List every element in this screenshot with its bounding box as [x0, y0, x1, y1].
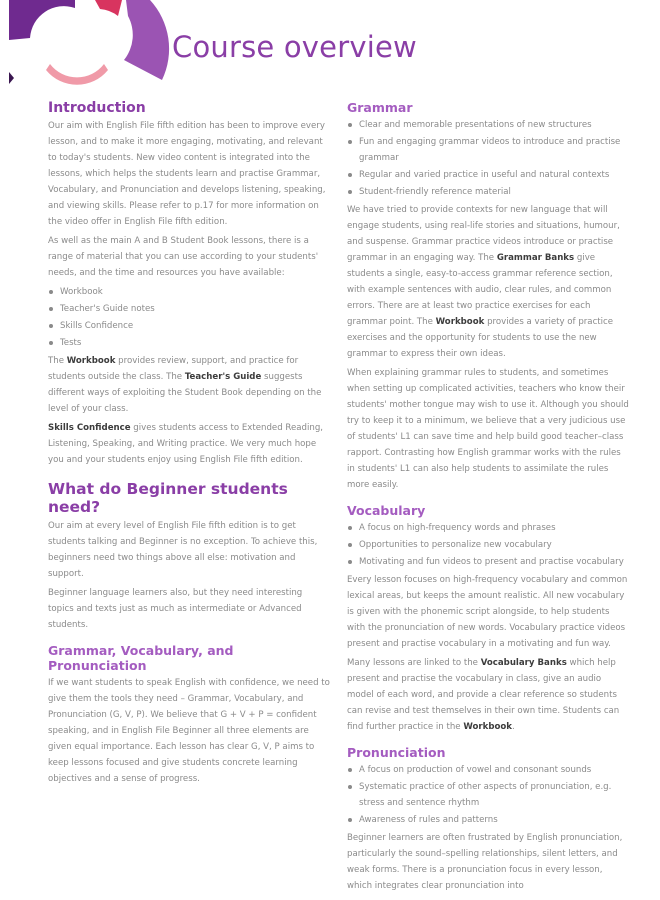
- vocabulary-paragraph-1: Every lesson focuses on high-frequency vocabulary and common lexical areas, but keeps the amount realistic. All new vocabulary is given with the phonemic script alongside, to help students with the pronunciation of new words. Vocabulary practice videos present and practise vocabulary in a motivating and fun way.: [347, 575, 628, 649]
- list-item: Teacher's Guide notes: [48, 301, 330, 317]
- bold-grammar-banks: Grammar Banks: [496, 253, 575, 263]
- list-item: Awareness of rules and patterns: [347, 812, 629, 828]
- beginner-needs-heading: What do Beginner students need?: [48, 480, 288, 516]
- vocabulary-heading: Vocabulary: [347, 503, 426, 518]
- logo-light-arc: [124, 0, 169, 80]
- introduction-paragraph-2: As well as the main A and B Student Book lessons, there is a range of material that you can use according to your students' needs, and the time and resources you have available:: [48, 236, 319, 278]
- logo-dark-tick: [9, 72, 14, 84]
- list-item: Skills Confidence: [48, 318, 330, 334]
- grammar-paragraph-1: We have tried to provide contexts for new language that will engage students, using real-life stories and situations, humour, and suspense. Grammar practice videos introduce or practise grammar in an engaging way. The Grammar Banks give students a single, easy-to-access grammar reference section, with example sentences with audio, clear rules, and common errors. There are at least two practice exercises for each grammar point. The Workbook provides a variety of practice exercises and the opportunity for students to use the new grammar to express their own ideas.: [347, 205, 620, 359]
- introduction-heading: Introduction: [48, 100, 146, 116]
- bold-teachers-guide: Teacher's Guide: [184, 372, 262, 382]
- bold-workbook: Workbook: [435, 317, 485, 327]
- list-item: Regular and varied practice in useful and natural contexts: [347, 167, 629, 183]
- vocabulary-list: [347, 520, 629, 570]
- logo-dark-arc: [9, 0, 75, 40]
- bold-vocabulary-banks: Vocabulary Banks: [480, 658, 567, 668]
- logo-red-piece: [95, 0, 122, 16]
- beginner-needs-paragraph-1: Our aim at every level of English File fifth edition is to get students talking and Beginner is no exception. To achieve this, beginners need two things above all else: motivation and support.: [48, 521, 318, 579]
- grammar-paragraph-2: When explaining grammar rules to students, and sometimes when setting up complicated activities, teachers who know their students' mother tongue may wish to use it. Although you should try to keep it to a minimum, we believe that a very judicious use of students' L1 can save time and help build good teacher–class rapport. Contrasting how English grammar works with the rules in students' L1 can also help students to assimilate the rules more easily.: [347, 368, 629, 490]
- introduction-section: [48, 100, 330, 468]
- list-item: Student-friendly reference material: [347, 184, 629, 200]
- grammar-section: [347, 100, 629, 493]
- pronunciation-list: [347, 762, 629, 828]
- gvp-heading: Grammar, Vocabulary, and Pronunciation: [48, 643, 234, 673]
- bold-skills-confidence: Skills Confidence: [48, 423, 131, 433]
- grammar-list: [347, 117, 629, 200]
- list-item: Tests: [48, 335, 330, 351]
- introduction-paragraph-1: Our aim with English File fifth edition has been to improve every lesson, and to make it more engaging, motivating, and relevant to today's students. New video content is integrated into the lessons, which helps the students learn and practise Grammar, Vocabulary, and Pronunciation and develops listening, speaking, and viewing skills. Please refer to p.17 for more information on the video offer in English File fifth edition.: [48, 121, 326, 227]
- introduction-paragraph-3: The Workbook provides review, support, and practice for students outside the class. The Teacher's Guide suggests different ways of exploiting the Student Book depending on the level of your class.: [48, 356, 322, 414]
- pronunciation-section: [347, 745, 629, 894]
- logo-pink-arc: [46, 64, 108, 85]
- vocabulary-section: [347, 503, 629, 735]
- grammar-heading: Grammar: [347, 100, 413, 115]
- list-item: A focus on production of vowel and consonant sounds: [347, 762, 629, 778]
- gvp-paragraph: If we want students to speak English with confidence, we need to give them the tools they need – Grammar, Vocabulary, and Pronunciation (G, V, P). We believe that G + V + P = confident speaking, and in English File Beginner all three elements are given equal importance. Each lesson has clear G, V, P aims to keep lessons focused and give students concrete learning objectives and a sense of progress.: [48, 678, 330, 784]
- materials-list: [48, 284, 330, 351]
- list-item: Opportunities to personalize new vocabulary: [347, 537, 629, 553]
- list-item: A focus on high-frequency words and phrases: [347, 520, 629, 536]
- list-item: Motivating and fun videos to present and practise vocabulary: [347, 554, 629, 570]
- pronunciation-heading: Pronunciation: [347, 745, 446, 760]
- right-column: [347, 100, 629, 897]
- course-logo-graphic: [0, 0, 180, 95]
- list-item: Workbook: [48, 284, 330, 300]
- vocabulary-paragraph-2: Many lessons are linked to the Vocabulary Banks which help present and practise the vocabulary in class, give an audio model of each word, and provide a clear reference so students can revise and test themselves in their own time. Students can find further practice in the Workbook.: [347, 658, 620, 732]
- introduction-paragraph-4: Skills Confidence gives students access to Extended Reading, Listening, Speaking, and Writing practice. We very much hope you and your students enjoy using English File fifth edition.: [48, 423, 324, 465]
- page-title: Course overview: [172, 30, 417, 64]
- beginner-needs-paragraph-2: Beginner language learners also, but they need interesting topics and texts just as much as intermediate or Advanced students.: [48, 588, 303, 630]
- list-item: Fun and engaging grammar videos to introduce and practise grammar: [347, 134, 629, 166]
- list-item: Clear and memorable presentations of new structures: [347, 117, 629, 133]
- gvp-section: [48, 643, 330, 787]
- bold-workbook: Workbook: [66, 356, 116, 366]
- bold-workbook: Workbook: [463, 722, 513, 732]
- beginner-needs-section: [48, 480, 330, 633]
- pronunciation-paragraph: Beginner learners are often frustrated by English pronunciation, particularly the sound–spelling relationships, silent letters, and weak forms. There is a pronunciation focus in every lesson, which integrates clear pronunciation into: [347, 833, 623, 891]
- left-column: [48, 100, 330, 790]
- list-item: Systematic practice of other aspects of pronunciation, e.g. stress and sentence rhythm: [347, 779, 629, 811]
